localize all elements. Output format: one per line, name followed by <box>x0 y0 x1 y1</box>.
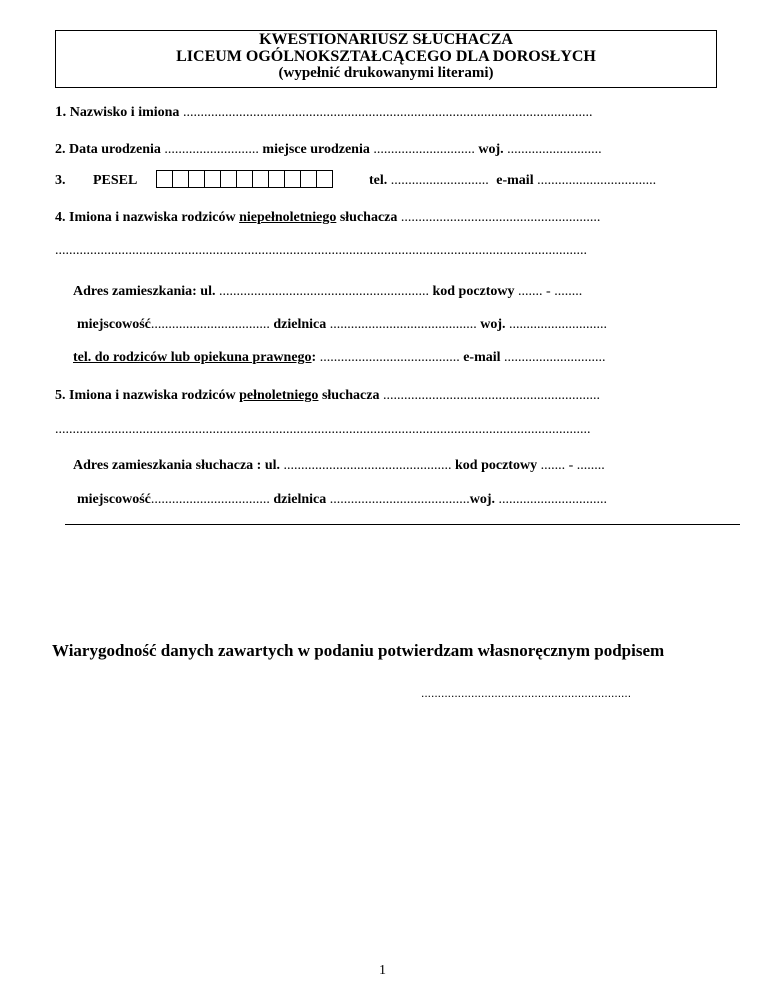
page-number: 1 <box>379 963 386 978</box>
q5-city-field[interactable]: .................................. <box>150 492 270 507</box>
q5-postcode-field-2[interactable]: ........ <box>576 458 605 473</box>
q4-address-row <box>73 284 582 300</box>
section-divider <box>65 524 740 525</box>
q4-postcode-label: kod pocztowy <box>432 284 515 299</box>
q5-address-label: Adres zamieszkania słuchacza : ul. <box>73 458 281 473</box>
q4-postcode-dash: - <box>546 284 551 299</box>
q5-voivodeship-field[interactable]: ............................... <box>498 492 608 507</box>
pesel-digit-box[interactable] <box>316 170 333 188</box>
q2-row <box>55 142 602 158</box>
form-title-box <box>55 30 717 88</box>
q5-city-row <box>77 492 607 508</box>
q5-row <box>55 388 600 404</box>
q4-district-label: dzielnica <box>273 317 327 332</box>
pesel-digit-box[interactable] <box>252 170 269 188</box>
q5-postcode-label: kod pocztowy <box>455 458 538 473</box>
pesel-boxes[interactable] <box>157 170 333 188</box>
q1-row <box>55 104 592 121</box>
q5-postcode-dash: - <box>568 458 574 473</box>
q1-number: 1. <box>55 104 67 120</box>
q4-label-pre: 4. Imiona i nazwiska rodziców <box>55 210 240 225</box>
q4-city-row <box>77 317 607 333</box>
q5-voivodeship-label: woj. <box>469 492 496 507</box>
voivodeship-field[interactable]: ........................... <box>507 142 602 157</box>
birth-place-field[interactable]: ............................. <box>373 142 475 157</box>
q4-city-field[interactable]: .................................. <box>150 317 270 332</box>
signature-field[interactable]: ............................................................... <box>421 686 632 700</box>
q4-label-post: słuchacza <box>336 210 398 225</box>
form-title: KWESTIONARIUSZ SŁUCHACZA <box>259 31 513 48</box>
q5-address-row <box>73 458 605 474</box>
q5-city-label: miejscowość <box>77 492 151 507</box>
pesel-digit-box[interactable] <box>172 170 189 188</box>
q3-number: 3. <box>55 173 66 188</box>
q5-district-label: dzielnica <box>273 492 327 507</box>
parent-email-label: e-mail <box>463 350 501 365</box>
q5-label-pre: 5. Imiona i nazwiska rodziców <box>55 388 240 403</box>
q4-parents-field[interactable]: ......................................................... <box>400 210 601 225</box>
q4-label-underlined: niepełnoletniego <box>239 210 337 225</box>
pesel-label-wrap <box>93 173 137 189</box>
q4-city-label: miejscowość <box>77 317 151 332</box>
parent-tel-colon: : <box>311 350 317 365</box>
q4-postcode-field-1[interactable]: ....... <box>518 284 543 299</box>
q5-district-field[interactable]: ........................................ <box>329 492 470 507</box>
pesel-digit-box[interactable] <box>156 170 173 188</box>
tel-field[interactable]: ............................ <box>390 173 489 188</box>
q5-parents-field-cont[interactable]: ......................................................................................................................................................... <box>55 422 591 437</box>
voivodeship-label: woj. <box>478 142 504 157</box>
q4-district-field[interactable]: .......................................... <box>329 317 477 332</box>
q1-name-field[interactable]: ..................................................................................................................... <box>182 105 593 120</box>
pesel-label: PESEL <box>93 173 138 188</box>
q4-parents-field-cont[interactable]: ........................................................................................................................................................ <box>55 243 587 258</box>
q5-street-field[interactable]: ................................................ <box>283 458 452 473</box>
parent-tel-label: tel. do rodziców lub opiekuna prawnego <box>73 350 312 365</box>
q4-continuation <box>55 243 587 259</box>
pesel-digit-box[interactable] <box>300 170 317 188</box>
q3-contact-row <box>369 173 656 189</box>
q5-label-underlined: pełnoletniego <box>239 388 319 403</box>
q5-parents-field[interactable]: .............................................................. <box>383 388 600 403</box>
birth-place-label: miejsce urodzenia <box>262 142 370 157</box>
q3-number-wrap <box>55 173 66 189</box>
pesel-digit-box[interactable] <box>268 170 285 188</box>
q4-address-label: Adres zamieszkania: ul. <box>73 284 216 299</box>
q4-row <box>55 210 600 226</box>
pesel-digit-box[interactable] <box>236 170 253 188</box>
q5-postcode-field-1[interactable]: ....... <box>540 458 566 473</box>
email-label: e-mail <box>496 173 534 188</box>
q4-postcode-field-2[interactable]: ........ <box>554 284 583 299</box>
q1-label: Nazwisko i imiona <box>69 105 180 120</box>
school-name: LICEUM OGÓLNOKSZTAŁCĄCEGO DLA DOROSŁYCH <box>176 48 596 65</box>
q4-voivodeship-label: woj. <box>480 317 506 332</box>
tel-label: tel. <box>369 173 388 188</box>
pesel-digit-box[interactable] <box>188 170 205 188</box>
q5-continuation <box>55 422 591 438</box>
pesel-digit-box[interactable] <box>204 170 221 188</box>
pesel-digit-box[interactable] <box>284 170 301 188</box>
parent-tel-field[interactable]: ........................................ <box>319 350 460 365</box>
q4-street-field[interactable]: ............................................................ <box>218 284 429 299</box>
q4-voivodeship-field[interactable]: ............................ <box>509 317 608 332</box>
birth-date-field[interactable]: ........................... <box>164 142 259 157</box>
email-field[interactable]: .................................. <box>537 173 657 188</box>
q4-parent-contact-row <box>73 350 606 366</box>
parent-email-field[interactable]: ............................. <box>504 350 606 365</box>
birth-date-label: 2. Data urodzenia <box>55 142 161 157</box>
fill-instruction: (wypełnić drukowanymi literami) <box>278 65 494 81</box>
declaration-text: Wiarygodność danych zawartych w podaniu potwierdzam własnoręcznym podpisem <box>52 641 665 660</box>
q5-label-post: słuchacza <box>318 388 380 403</box>
pesel-digit-box[interactable] <box>220 170 237 188</box>
